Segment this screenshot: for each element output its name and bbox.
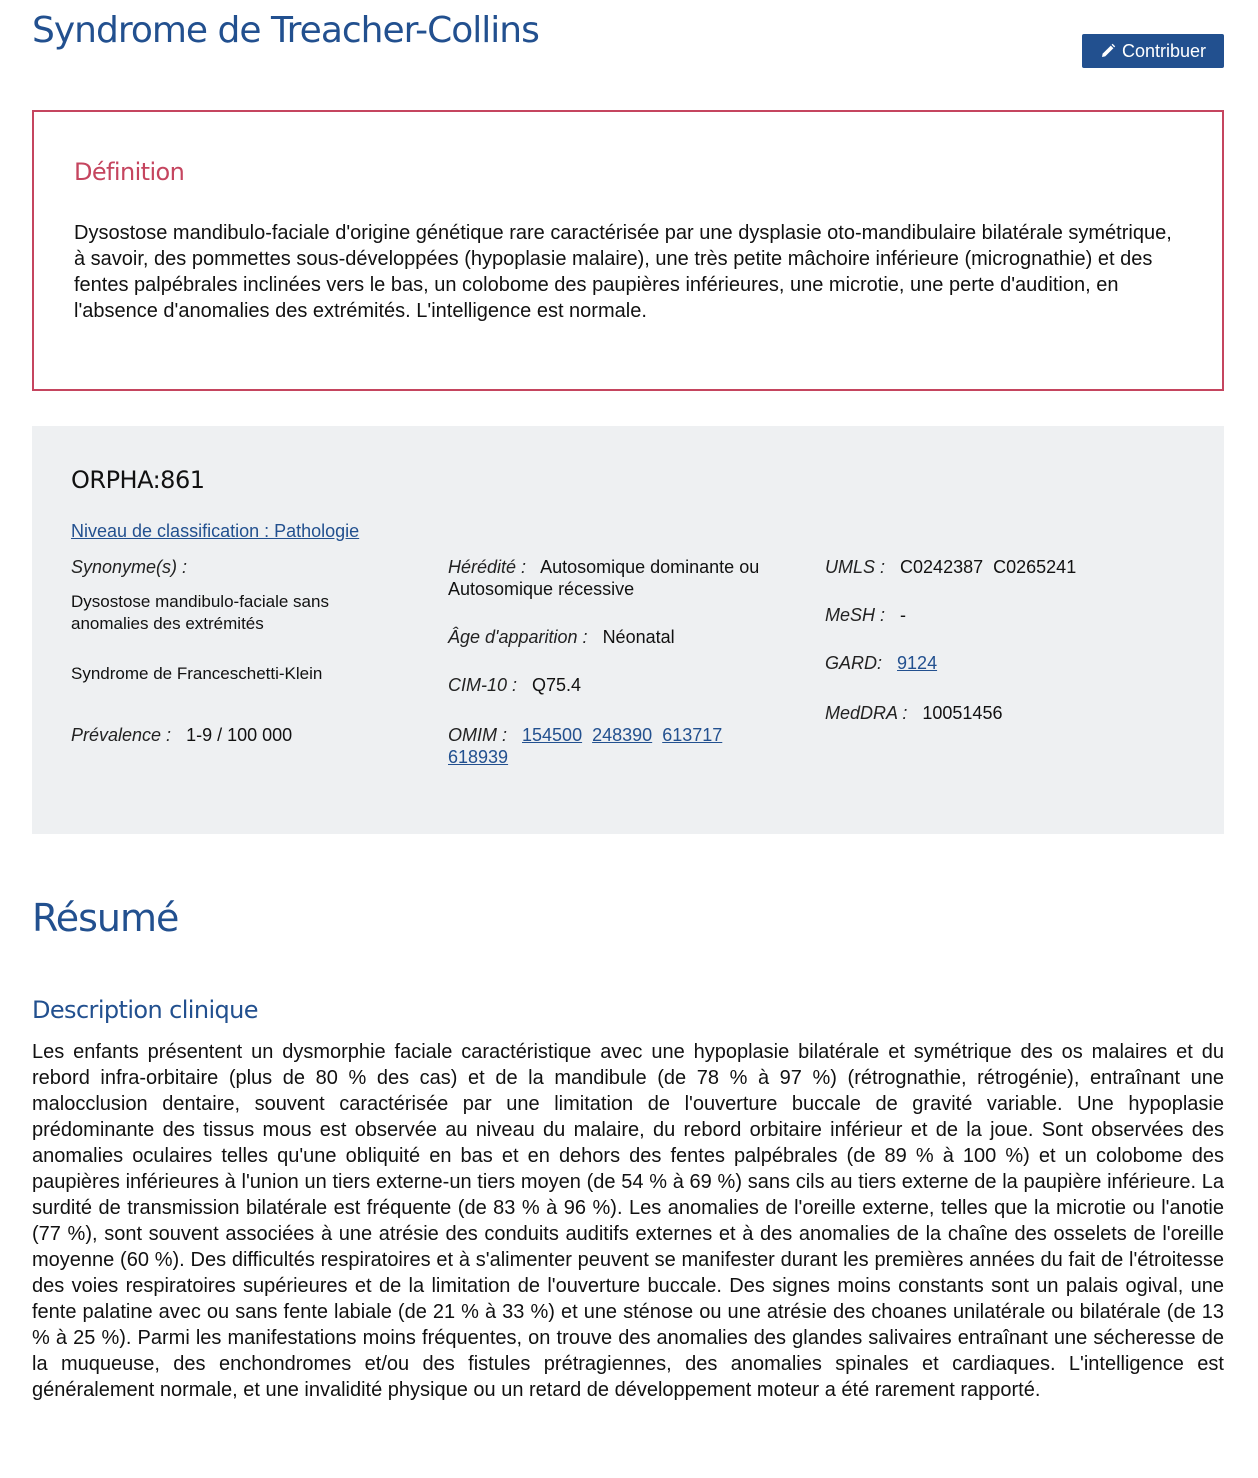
umls-value: C0265241: [993, 557, 1077, 577]
mesh-row: [825, 604, 1185, 626]
omim-link[interactable]: 613717: [662, 725, 723, 745]
onset-value: Néonatal: [602, 627, 675, 647]
orpha-code: ORPHA:861: [71, 466, 205, 494]
classification-link[interactable]: Niveau de classification : Pathologie: [71, 521, 360, 541]
meddra-row: [825, 702, 1185, 724]
mesh-value: -: [900, 605, 907, 625]
prevalence-row: [71, 724, 391, 746]
definition-text: Dysostose mandibulo-faciale d'origine génétique rare caractérisée par une dysplasie oto-mandibulaire bilatérale symétrique, à savoir, des pommettes sous-développées (hypoplasie malaire), une très petite mâchoire inférieure (micrognathie) et des fentes palpébrales inclinées vers le bas, un colobome des paupières inférieures, une microtie, une perte d'audition, en l'absence d'anomalies des extrémités. L'intelligence est normale.: [74, 222, 1172, 322]
gard-row: [825, 652, 1185, 674]
page-title: Syndrome de Treacher-Collins: [32, 10, 539, 51]
meddra-value: 10051456: [922, 703, 1003, 723]
omim-link[interactable]: 618939: [448, 747, 509, 767]
prevalence-label: Prévalence :: [71, 725, 172, 745]
contribute-button[interactable]: [1082, 34, 1224, 68]
resume-heading: Résumé: [32, 896, 179, 940]
umls-row: [825, 556, 1185, 578]
icd10-row: [448, 674, 778, 696]
definition-heading: Définition: [74, 158, 185, 186]
synonyms-label: Synonyme(s) :: [71, 557, 188, 577]
heredity-row: [448, 556, 778, 600]
contribute-label: Contribuer: [1121, 40, 1207, 61]
onset-row: [448, 626, 778, 648]
info-panel: [32, 426, 1224, 834]
gard-link[interactable]: 9124: [897, 653, 938, 673]
clinical-description-heading: Description clinique: [32, 996, 258, 1024]
omim-row: [448, 724, 778, 768]
synonyms-block: [71, 556, 391, 578]
omim-label: OMIM :: [448, 725, 507, 745]
clinical-description-text: Les enfants présentent un dysmorphie faciale caractéristique avec une hypoplasie bilatérale et symétrique des os malaires et du rebord infra-orbitaire (plus de 80 % des cas) et de la mandibule (de 78 % à 97 %) (rétrognathie, rétrogénie), entraînant une malocclusion dentaire, souvent caractérisée par une limitation de l'ouverture buccale de gravité variable. Une hypoplasie prédominante des tissus mous est observée au niveau du malaire, du rebord orbitaire inférieur et de la joue. Sont observées des anomalies oculaires telles qu'une obliquité en bas et en dehors des fentes palpébrales (de 89 % à 100 %) et un colobome des paupières inférieures à l'union un tiers externe-un tiers moyen (de 54 % à 69 %) sans cils au tiers externe de la paupière inférieure. La surdité de transmission bilatérale est fréquente (de 83 % à 96 %). Les anomalies de l'oreille externe, telles que la microtie ou l'anotie (77 %), sont souvent associées à une atrésie des conduits auditifs externes et à des anomalies de la chaîne des osselets de l'oreille moyenne (60 %). Des difficultés respiratoires et à s'alimenter peuvent se manifester durant les premières années du fait de l'étroitesse des voies respiratoires supérieures et de la limitation de l'ouverture buccale. Des signes moins constants sont un palais ogival, une fente palatine avec ou sans fente labiale (de 21 % à 33 %) et une sténose ou une atrésie des choanes unilatérale ou bilatérale (de 13 % à 25 %). Parmi les manifestations moins fréquentes, on trouve des anomalies des glandes salivaires entraînant une sécheresse de la muqueuse, des enchondromes et/ou des fistules prétragiennes, des anomalies spinales et cardiaques. L'intelligence est généralement normale, et une invalidité physique ou un retard de développement moteur a été rarement rapporté.: [32, 1041, 1224, 1401]
onset-label: Âge d'apparition :: [448, 627, 588, 647]
gard-label: GARD:: [825, 653, 883, 673]
icd10-value: Q75.4: [532, 675, 582, 695]
umls-label: UMLS :: [825, 557, 886, 577]
heredity-label: Hérédité :: [448, 557, 527, 577]
synonym-item: Syndrome de Franceschetti-Klein: [71, 664, 323, 683]
pencil-icon: [1100, 43, 1116, 59]
icd10-label: CIM-10 :: [448, 675, 518, 695]
synonym-item: Dysostose mandibulo-faciale sans anomalies des extrémités: [71, 592, 329, 633]
heredity-value: Autosomique dominante ou Autosomique récessive: [448, 557, 760, 599]
prevalence-value: 1-9 / 100 000: [186, 725, 293, 745]
meddra-label: MedDRA :: [825, 703, 908, 723]
definition-box: [32, 110, 1224, 391]
mesh-label: MeSH :: [825, 605, 886, 625]
omim-link[interactable]: 154500: [522, 725, 583, 745]
umls-value: C0242387: [900, 557, 984, 577]
omim-link[interactable]: 248390: [592, 725, 653, 745]
